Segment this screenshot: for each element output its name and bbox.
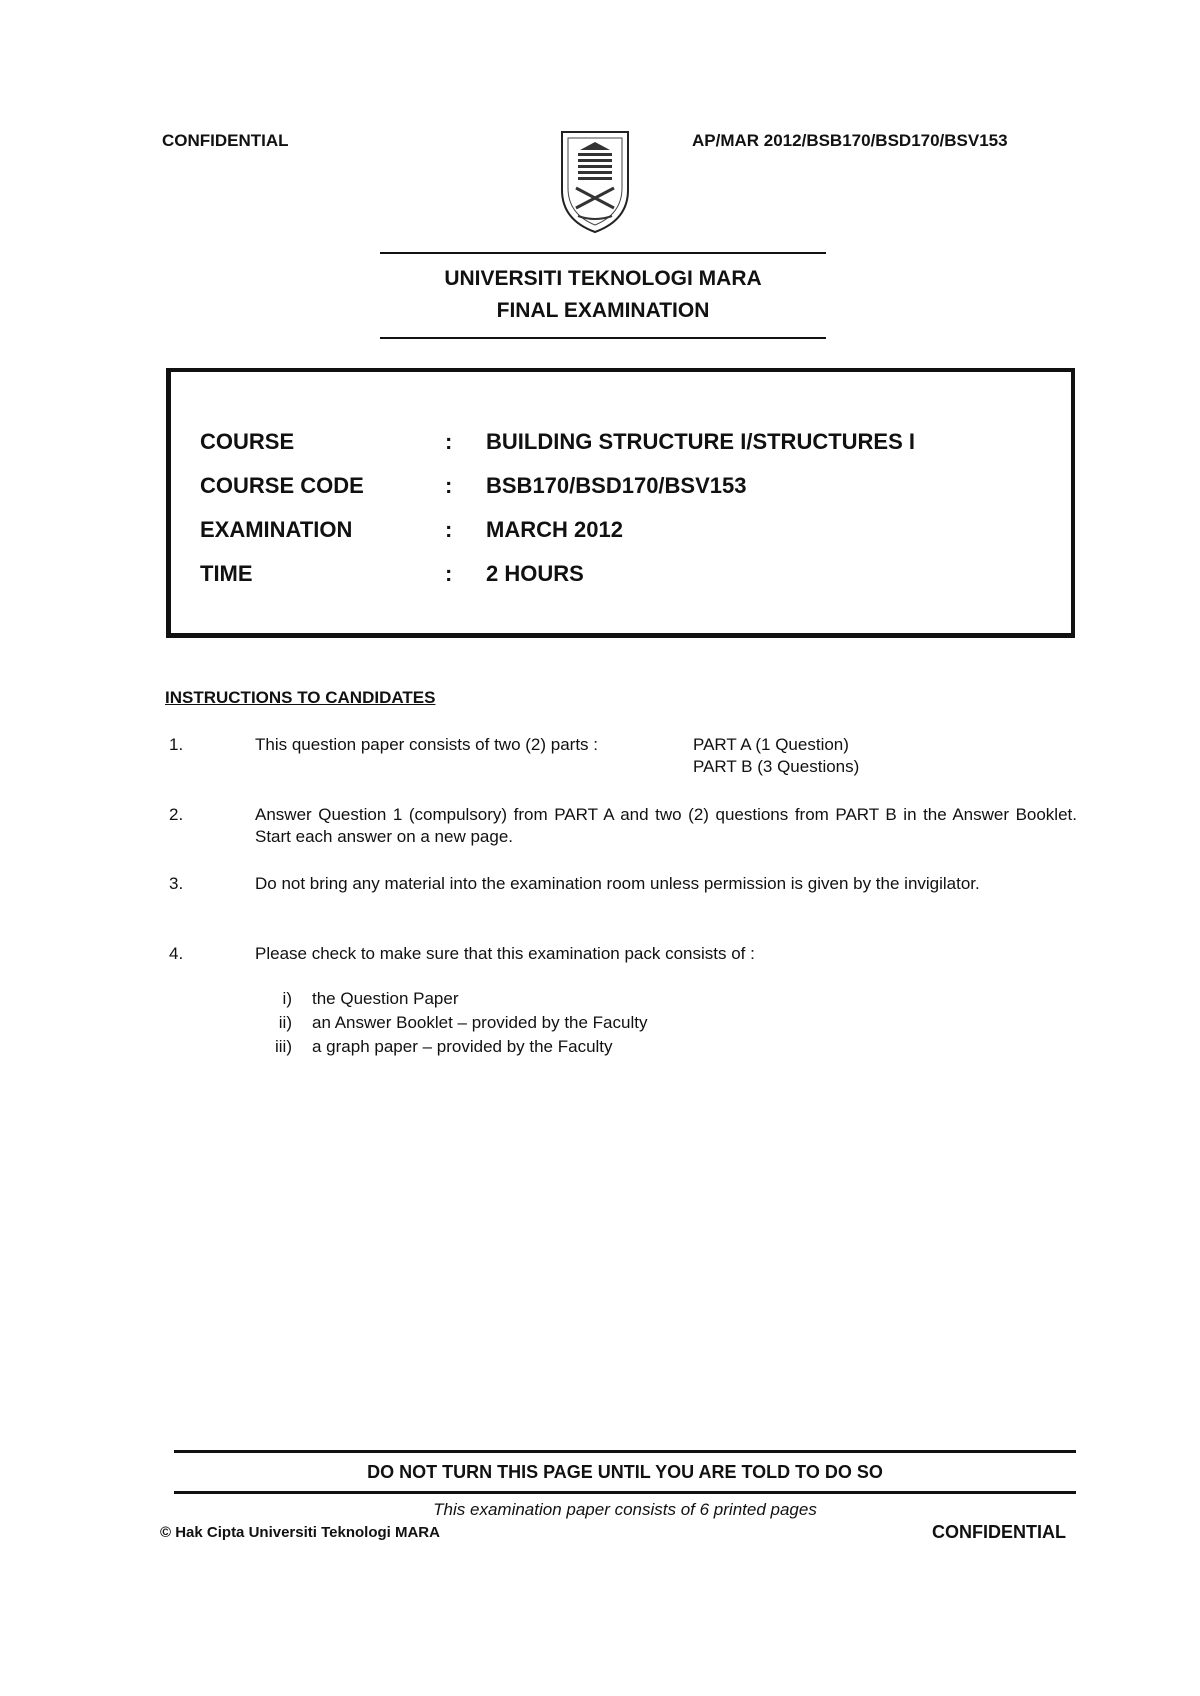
checklist-text: the Question Paper <box>312 989 459 1008</box>
exam-type: FINAL EXAMINATION <box>496 299 710 322</box>
instruction-number: 1. <box>169 735 184 754</box>
instruction-number: 3. <box>169 874 184 893</box>
examination-value: MARCH 2012 <box>486 517 623 542</box>
instruction-item <box>165 804 1077 850</box>
page-count-note: This examination paper consists of 6 printed pages <box>433 1500 817 1519</box>
confidential-label: CONFIDENTIAL <box>162 131 289 150</box>
instruction-text: This question paper consists of two (2) parts : <box>255 735 598 754</box>
course-info-box <box>166 368 1075 638</box>
checklist-numeral: iii) <box>275 1037 292 1056</box>
part-b-info: PART B (3 Questions) <box>693 757 860 776</box>
checklist-numeral: i) <box>282 989 292 1008</box>
title-top-rule <box>380 252 826 254</box>
time-separator: : <box>445 561 453 586</box>
footer-bottom-rule <box>174 1491 1076 1494</box>
instruction-item <box>165 734 1077 782</box>
instruction-text: Do not bring any material into the examination room unless permission is given by the invigilator. <box>255 874 980 893</box>
course-code-label: COURSE CODE <box>200 473 364 498</box>
instruction-item <box>165 873 1077 919</box>
instruction-text: Please check to make sure that this examination pack consists of : <box>255 944 755 963</box>
course-code-separator: : <box>445 473 453 498</box>
do-not-turn-warning: DO NOT TURN THIS PAGE UNTIL YOU ARE TOLD TO DO SO <box>367 1462 883 1482</box>
copyright-notice: © Hak Cipta Universiti Teknologi MARA <box>160 1524 440 1541</box>
time-value: 2 HOURS <box>486 561 584 586</box>
course-value: BUILDING STRUCTURE I/STRUCTURES I <box>486 429 915 454</box>
checklist-text: an Answer Booklet – provided by the Faculty <box>312 1013 648 1032</box>
checklist-numeral: ii) <box>278 1013 292 1032</box>
university-name: UNIVERSITI TEKNOLOGI MARA <box>444 267 762 290</box>
title-bottom-rule <box>380 337 826 339</box>
examination-separator: : <box>445 517 453 542</box>
instruction-number: 2. <box>169 805 184 824</box>
part-a-info: PART A (1 Question) <box>693 735 849 754</box>
footer-confidential-label: CONFIDENTIAL <box>932 1522 1066 1542</box>
university-crest-icon <box>558 128 632 234</box>
instruction-item <box>165 943 1077 967</box>
examination-label: EXAMINATION <box>200 517 353 542</box>
course-label: COURSE <box>200 429 295 454</box>
checklist-text: a graph paper – provided by the Faculty <box>312 1037 613 1056</box>
instruction-text: Answer Question 1 (compulsory) from PART A and two (2) questions from PART B in the Answer Booklet. Start each answer on a new page. <box>255 805 1077 846</box>
course-separator: : <box>445 429 453 454</box>
course-code-value: BSB170/BSD170/BSV153 <box>486 473 747 498</box>
instruction-number: 4. <box>169 944 184 963</box>
instructions-heading: INSTRUCTIONS TO CANDIDATES <box>165 688 436 707</box>
time-label: TIME <box>200 561 253 586</box>
reference-code: AP/MAR 2012/BSB170/BSD170/BSV153 <box>692 131 1008 150</box>
footer-top-rule <box>174 1450 1076 1453</box>
